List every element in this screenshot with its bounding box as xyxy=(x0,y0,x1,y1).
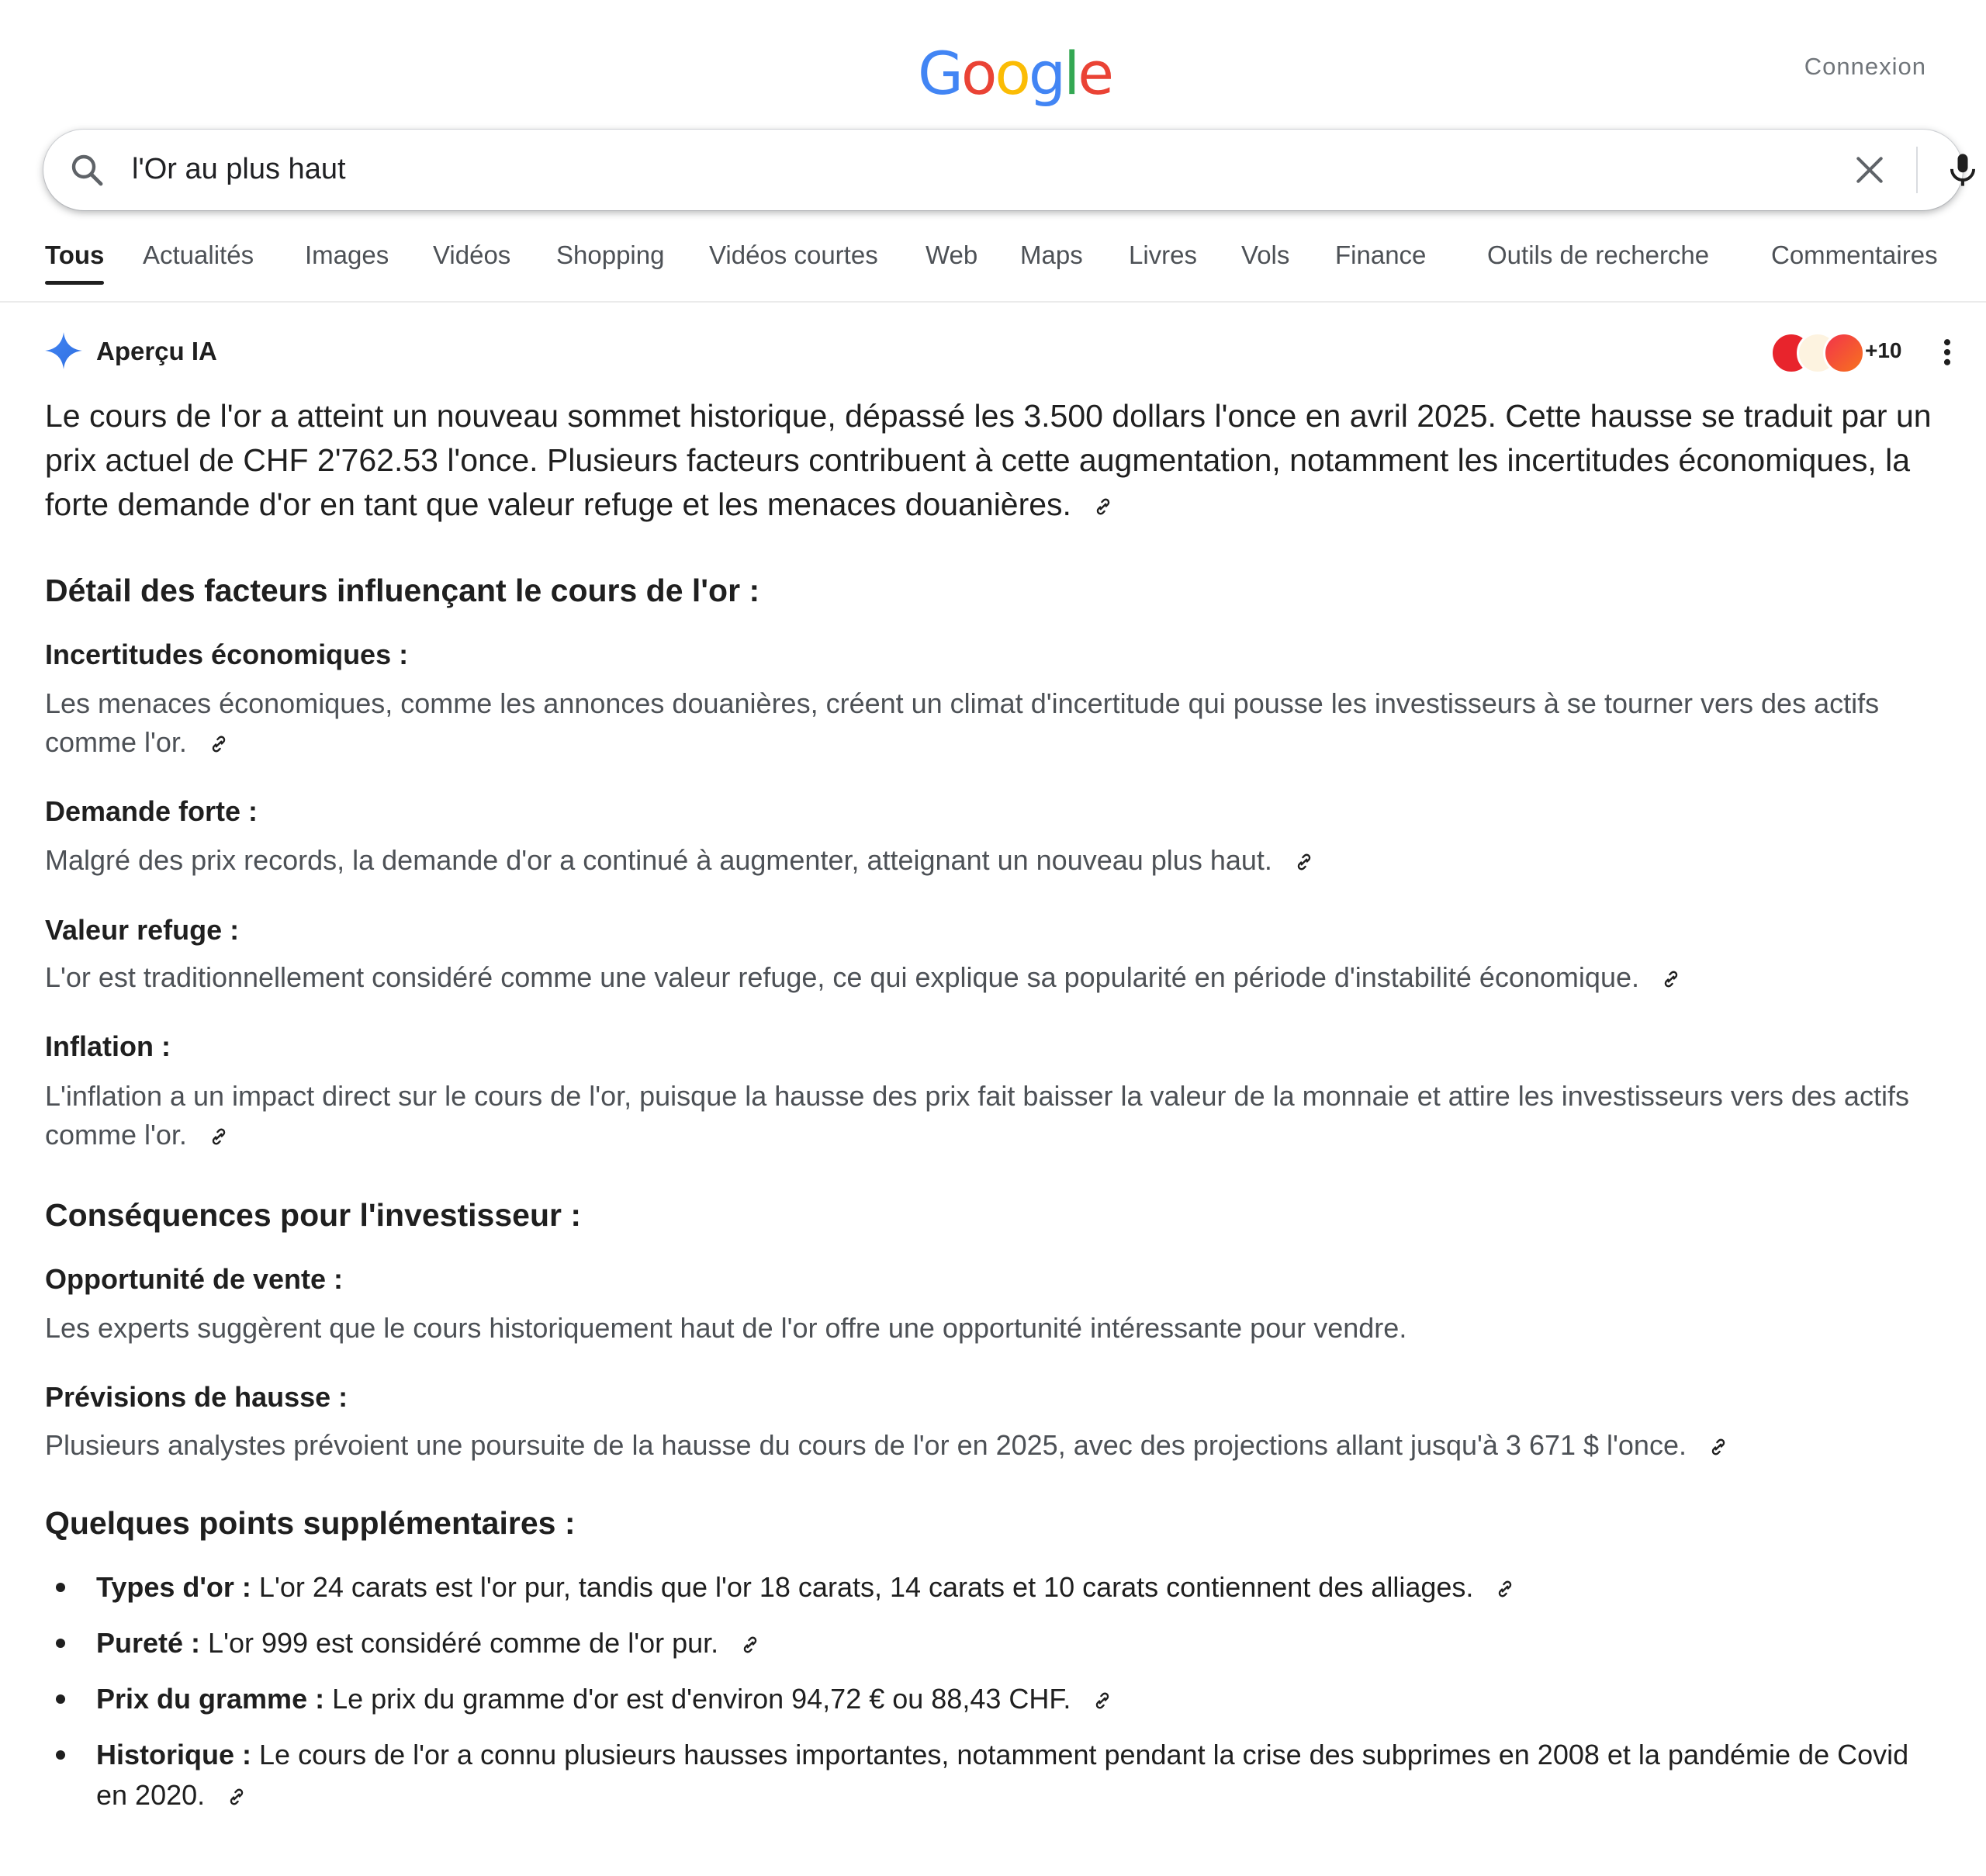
tab-commentaires[interactable]: Commentaires xyxy=(1771,241,1938,269)
google-logo[interactable] xyxy=(918,39,1112,109)
factor-text xyxy=(45,1077,1961,1154)
section-heading: Quelques points supplémentaires : xyxy=(45,1505,576,1541)
logo-letter: o xyxy=(995,39,1029,108)
ai-summary-text: Le cours de l'or a atteint un nouveau sommet historique, dépassé les 3.500 dollars l'once en avril 2025. Cette hausse se traduit par un prix actuel de CHF 2'762.53 l'once. Plusieurs facteurs contribuent à cette augmentation, notamment les incertitudes économiques, la forte demande d'or en tant que valeur refuge et les menaces douanières. xyxy=(45,398,1932,522)
tab-finance[interactable]: Finance xyxy=(1335,241,1427,269)
microphone-icon[interactable] xyxy=(1943,150,1983,190)
logo-letter: g xyxy=(1028,39,1064,108)
search-tabs xyxy=(0,233,1986,303)
ai-overview-title: Aperçu IA xyxy=(96,337,217,365)
search-divider xyxy=(1916,147,1918,193)
factor-text-body: L'or est traditionnellement considéré comme une valeur refuge, ce qui explique sa popularité en période d'instabilité économique. xyxy=(45,961,1639,993)
bullet-term: Historique : xyxy=(96,1739,252,1770)
list-item xyxy=(45,1623,1938,1663)
link-icon[interactable] xyxy=(1661,969,1681,989)
bullet-text: L'or 999 est considéré comme de l'or pur. xyxy=(200,1627,719,1659)
list-item xyxy=(45,1679,1938,1719)
bullet-term: Prix du gramme : xyxy=(96,1683,325,1715)
bullet-term: Pureté : xyxy=(96,1627,201,1659)
search-icon[interactable] xyxy=(68,151,106,189)
bullet-list xyxy=(45,1567,1938,1831)
tab-tous[interactable]: Tous xyxy=(45,241,105,269)
more-options-icon[interactable] xyxy=(1935,335,1960,369)
factor-text-body: Les menaces économiques, comme les annonces douanières, créent un climat d'incertitude qui pousse les investisseurs à se tourner vers des actifs comme l'or. xyxy=(45,687,1880,758)
bullet-text: L'or 24 carats est l'or pur, tandis que l'or 18 carats, 14 carats et 10 carats contiennent des alliages. xyxy=(251,1571,1474,1603)
tab-videos[interactable]: Vidéos xyxy=(433,241,511,269)
factor-text xyxy=(45,841,1961,880)
bullet-text: Le prix du gramme d'or est d'environ 94,72 € ou 88,43 CHF. xyxy=(324,1683,1071,1715)
consequence-text-body: Plusieurs analystes prévoient une poursuite de la hausse du cours de l'or en 2025, avec des projections allant jusqu'à 3 671 $ l'once. xyxy=(45,1429,1687,1461)
ai-summary xyxy=(45,394,1961,527)
factor-text-body: L'inflation a un impact direct sur le cours de l'or, puisque la hausse des prix fait baisser la valeur de la monnaie et attire les investisseurs vers des actifs comme l'or. xyxy=(45,1080,1909,1151)
consequence-title: Opportunité de vente : xyxy=(45,1263,344,1295)
tab-maps[interactable]: Maps xyxy=(1020,241,1083,269)
tab-images[interactable]: Images xyxy=(305,241,389,269)
link-icon[interactable] xyxy=(209,1127,229,1147)
logo-letter: l xyxy=(1064,39,1078,108)
search-input[interactable] xyxy=(132,153,1761,186)
section-heading: Conséquences pour l'investisseur : xyxy=(45,1197,581,1233)
link-icon[interactable] xyxy=(1495,1579,1515,1599)
bullet-term: Types d'or : xyxy=(96,1571,251,1603)
factor-title: Incertitudes économiques : xyxy=(45,639,409,670)
logo-letter: G xyxy=(918,39,961,108)
search-box[interactable] xyxy=(43,130,1963,210)
list-item xyxy=(45,1567,1938,1608)
tab-videos-courtes[interactable]: Vidéos courtes xyxy=(709,241,878,269)
consequence-text xyxy=(45,1309,1961,1348)
logo-letter: e xyxy=(1078,39,1112,108)
link-icon[interactable] xyxy=(1708,1437,1728,1457)
tab-actualites[interactable]: Actualités xyxy=(143,241,254,269)
sparkle-icon xyxy=(43,331,84,371)
list-item xyxy=(45,1735,1938,1815)
factor-title: Demande forte : xyxy=(45,795,258,827)
factor-text xyxy=(45,958,1961,997)
link-icon[interactable] xyxy=(227,1787,247,1807)
tab-web[interactable]: Web xyxy=(926,241,978,269)
bullet-text: Le cours de l'or a connu plusieurs hausses importantes, notamment pendant la crise des subprimes en 2008 et la pandémie de Covid en 2020. xyxy=(96,1739,1909,1811)
factor-text xyxy=(45,684,1961,762)
link-icon[interactable] xyxy=(209,734,229,754)
factor-text-body: Malgré des prix records, la demande d'or a continué à augmenter, atteignant un nouveau plus haut. xyxy=(45,844,1272,876)
consequence-text-body: Les experts suggèrent que le cours historiquement haut de l'or offre une opportunité intéressante pour vendre. xyxy=(45,1312,1407,1344)
consequence-text xyxy=(45,1426,1961,1465)
source-favicon[interactable] xyxy=(1823,332,1865,374)
tab-livres[interactable]: Livres xyxy=(1129,241,1198,269)
factor-title: Valeur refuge : xyxy=(45,914,240,946)
source-favicons[interactable] xyxy=(1770,331,1925,371)
tab-outils-de-recherche[interactable]: Outils de recherche xyxy=(1487,241,1710,269)
clear-icon[interactable] xyxy=(1853,153,1887,187)
section-heading: Détail des facteurs influençant le cours de l'or : xyxy=(45,573,760,608)
tab-shopping[interactable]: Shopping xyxy=(556,241,665,269)
link-icon[interactable] xyxy=(740,1635,760,1655)
consequence-title: Prévisions de hausse : xyxy=(45,1381,348,1413)
logo-letter: o xyxy=(960,39,995,108)
more-sources-count[interactable]: +10 xyxy=(1865,338,1902,362)
factor-title: Inflation : xyxy=(45,1030,171,1062)
link-icon[interactable] xyxy=(1092,1691,1112,1711)
link-icon[interactable] xyxy=(1093,497,1113,517)
link-icon[interactable] xyxy=(1294,852,1314,872)
sign-in-link[interactable]: Connexion xyxy=(1804,53,1926,80)
tab-vols[interactable]: Vols xyxy=(1241,241,1290,269)
